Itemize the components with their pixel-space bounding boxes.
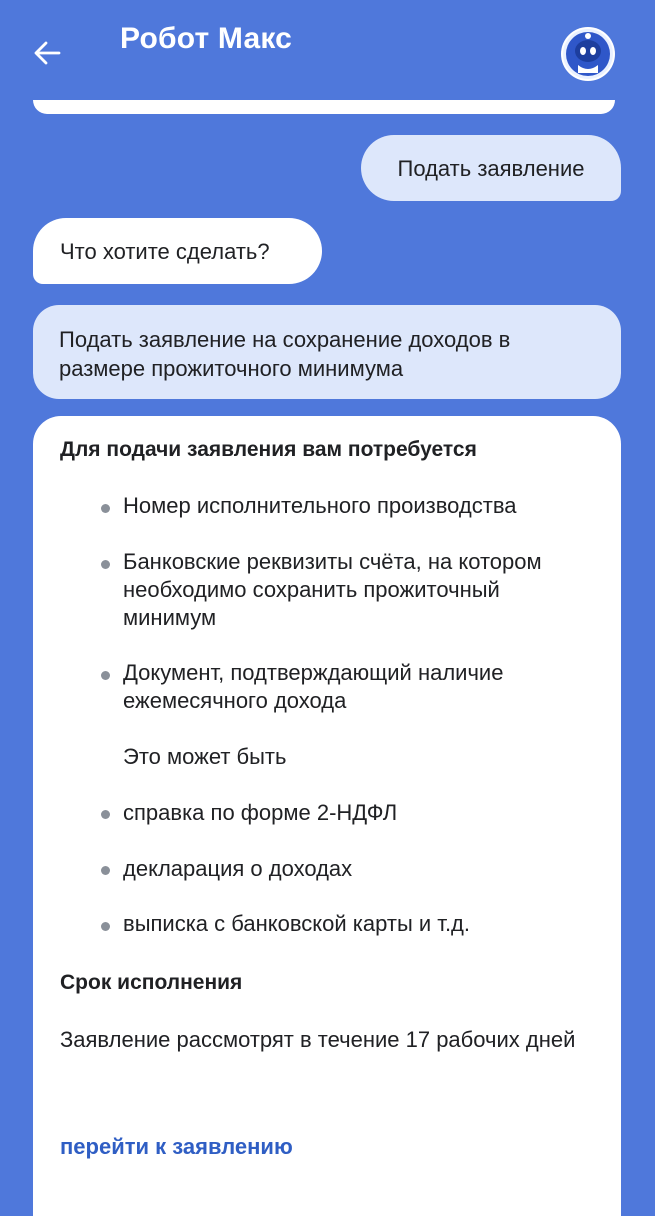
go-to-application-link[interactable]: перейти к заявлению: [60, 1134, 293, 1159]
example-item: выписка с банковской карты и т.д.: [123, 911, 471, 936]
chat-header: [0, 0, 655, 100]
info-card: [33, 416, 621, 1216]
requirement-item: Банковские реквизиты счёта, на котором необходимо сохранить прожиточный минимум: [123, 549, 542, 630]
requirement-item: Документ, подтверждающий наличие ежемесячного дохода: [123, 660, 504, 713]
bullet-dot: [101, 810, 110, 819]
bullet-dot: [101, 504, 110, 513]
bullet-dot: [101, 866, 110, 875]
example-item: справка по форме 2-НДФЛ: [123, 800, 398, 825]
bullet-dot: [101, 560, 110, 569]
deadline-heading: Срок исполнения: [60, 971, 243, 994]
option-text: Подать заявление на сохранение доходов в размере прожиточного минимума: [59, 327, 511, 381]
bullet-dot: [101, 922, 110, 931]
bullet-dot: [101, 671, 110, 680]
arrow-left-icon: [32, 38, 62, 68]
bot-question-text: Что хотите сделать?: [60, 238, 270, 264]
requirement-item: Номер исполнительного производства: [123, 493, 517, 518]
deadline-text: Заявление рассмотрят в течение 17 рабочих дней: [60, 1027, 576, 1052]
previous-message-edge: [33, 100, 615, 114]
option-button[interactable]: [33, 305, 621, 399]
maybe-text: Это может быть: [123, 744, 287, 769]
chat-title: Робот Макс: [120, 22, 293, 55]
user-message-text: Подать заявление: [397, 155, 585, 181]
user-message-bubble: [361, 135, 621, 201]
example-item: декларация о доходах: [123, 856, 353, 881]
requirements-heading: Для подачи заявления вам потребуется: [60, 438, 477, 461]
robot-avatar-icon[interactable]: [561, 27, 615, 81]
bot-question-bubble: [33, 218, 322, 284]
back-button[interactable]: [26, 32, 68, 74]
